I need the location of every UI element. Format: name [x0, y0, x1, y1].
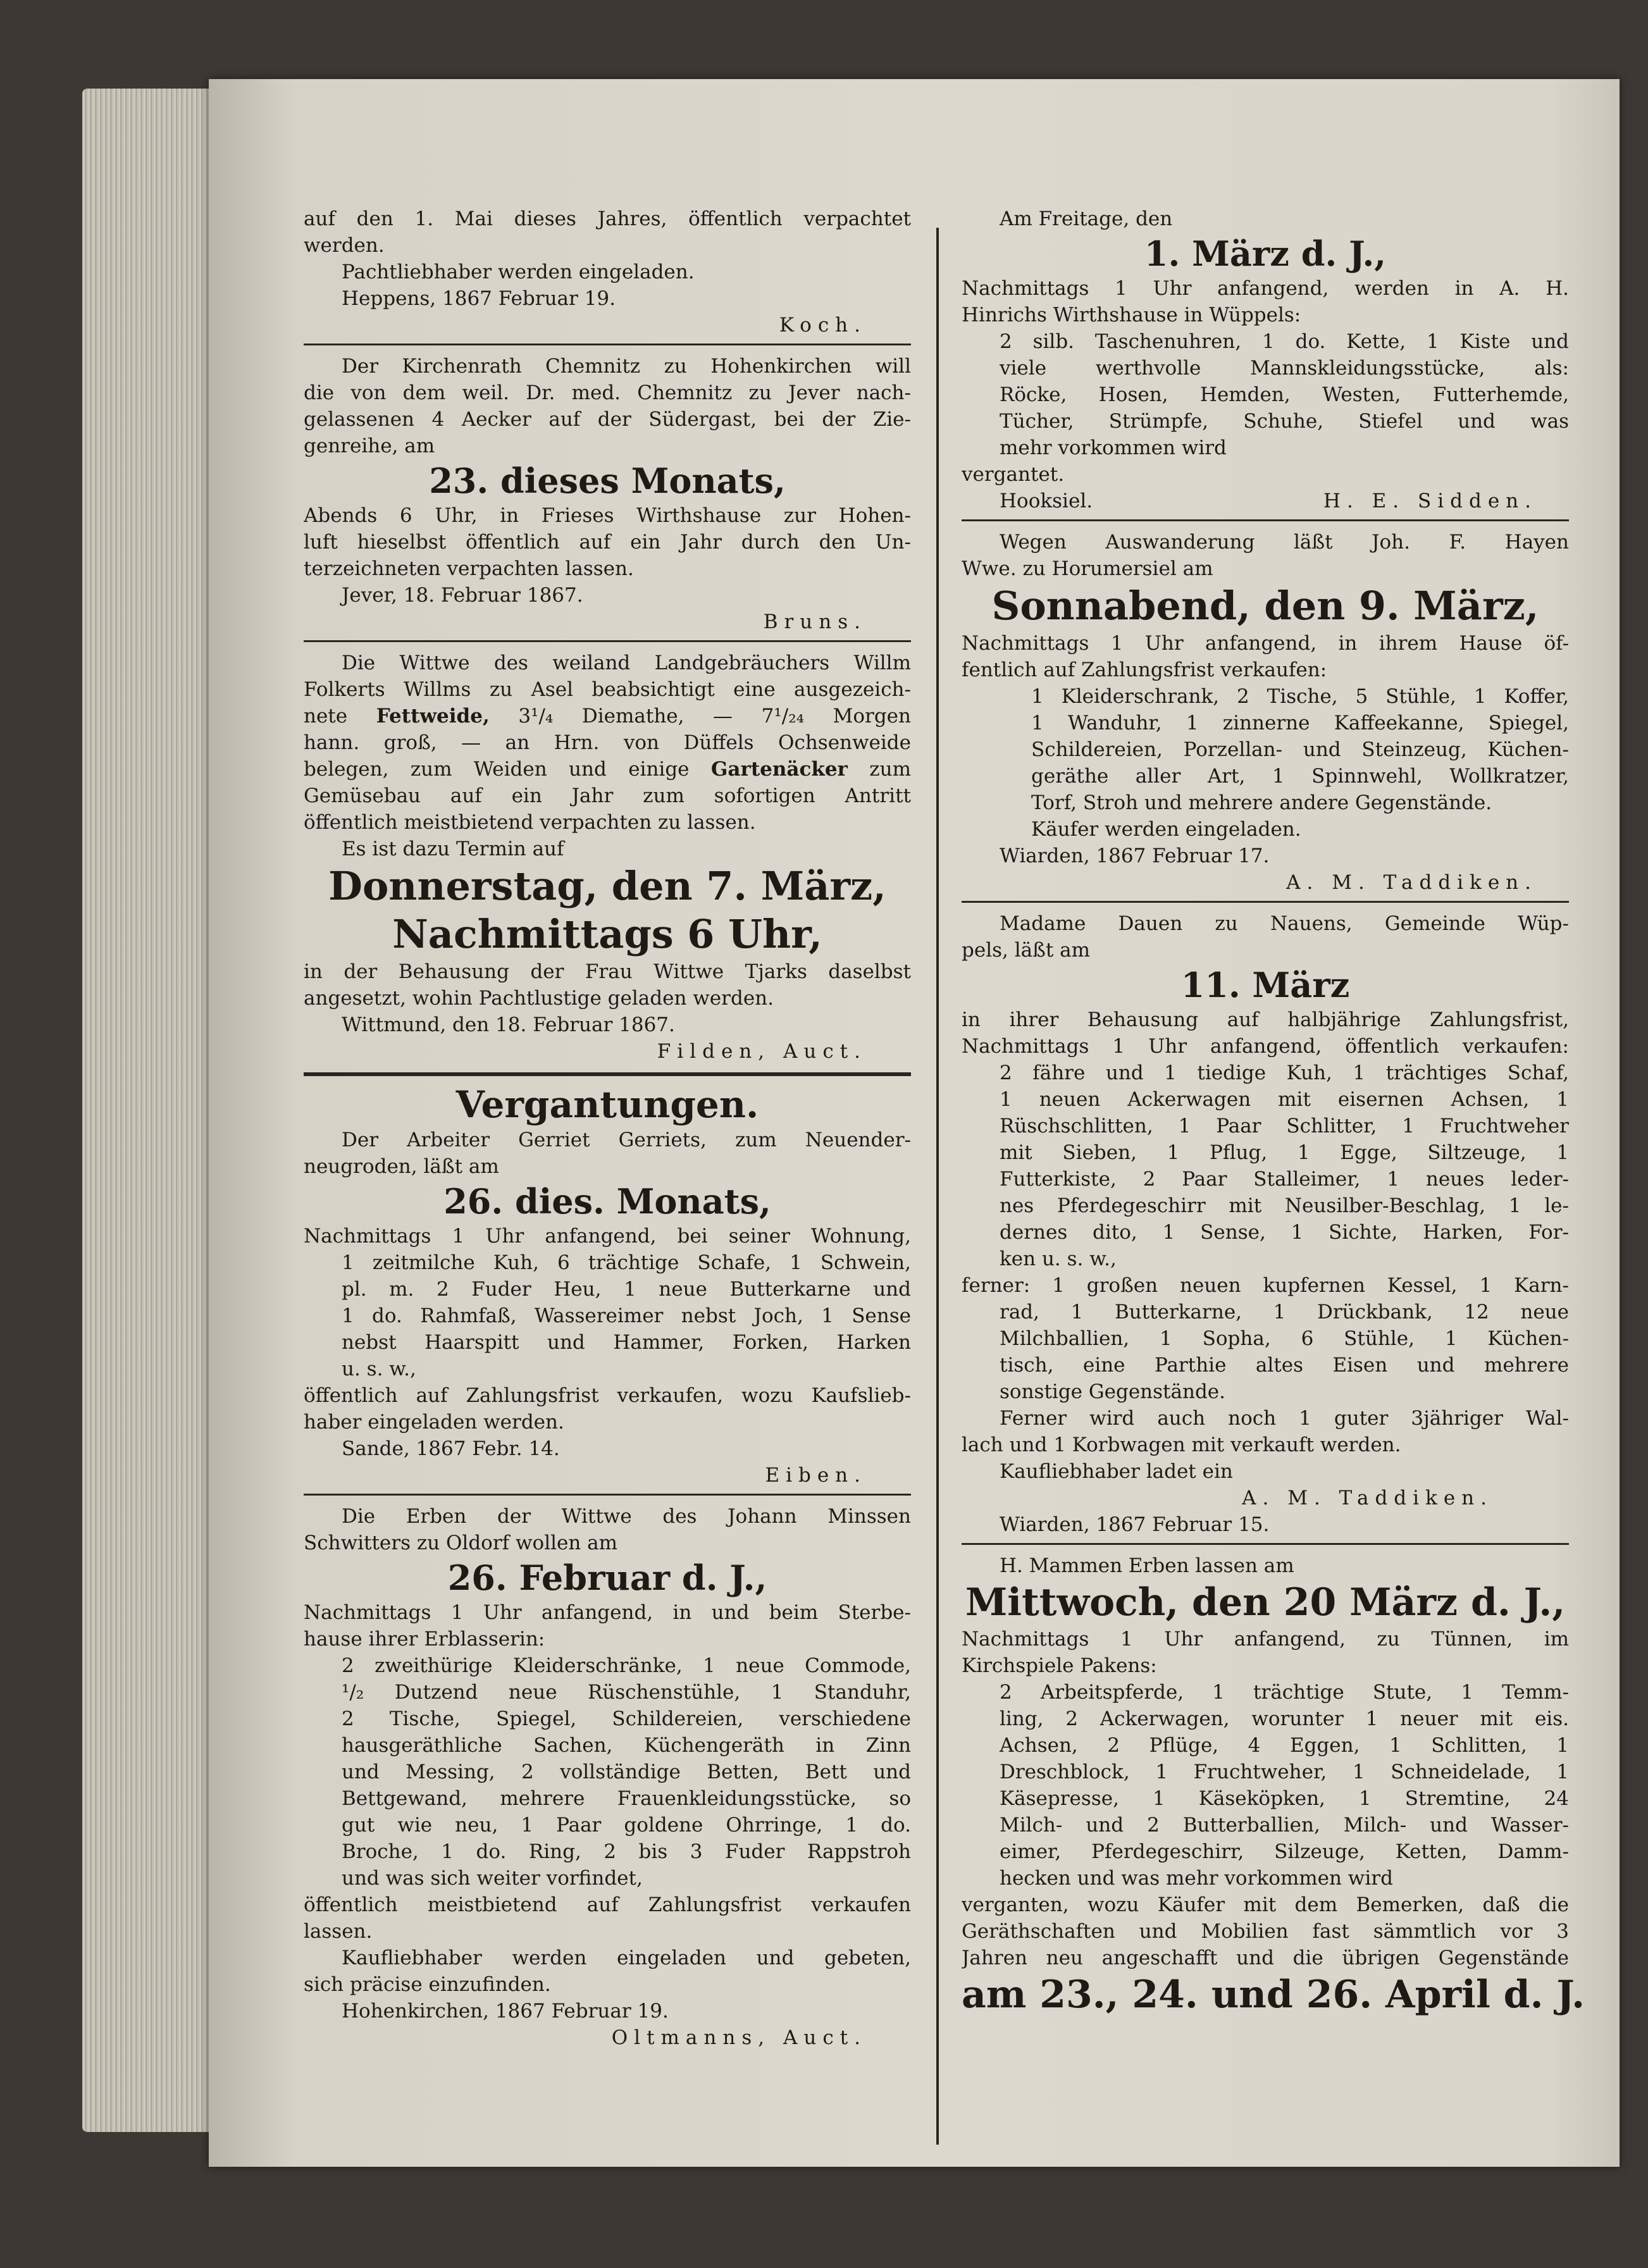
text-line: und was sich weiter vorfindet, [342, 1867, 643, 1890]
auction-date: Sonnabend, den 9. März, [991, 583, 1539, 629]
text-line: Die Erben der Wittwe des Johann Minssen [342, 1505, 911, 1528]
text-line: Röcke, Hosen, Hemden, Westen, Futterhemde, [1000, 383, 1569, 406]
text-line: die von dem weil. Dr. med. Chemnitz zu Jever nach- [304, 381, 911, 404]
text-line: Broche, 1 do. Ring, 2 bis 3 Fuder Rappstroh [342, 1840, 911, 1863]
text-line: 2 zweithürige Kleiderschränke, 1 neue Commode, [342, 1654, 911, 1677]
auction-date: 23. dieses Monats, [429, 461, 786, 501]
text-line: 2 fähre und 1 tiedige Kuh, 1 trächtiges Schaf, [1000, 1062, 1569, 1084]
column-divider [936, 228, 939, 2145]
dateline: Wiarden, 1867 Februar 17. [1000, 845, 1270, 867]
dateline: Sande, 1867 Febr. 14. [342, 1437, 560, 1460]
text-line: fentlich auf Zahlungsfrist verkaufen: [962, 659, 1327, 681]
text-line: sonstige Gegenstände. [1000, 1380, 1225, 1403]
text-fragment: 3¹/₄ Diemathe, — 7¹/₂₄ Morgen [518, 705, 911, 728]
text-line: Käsepresse, 1 Käseköpken, 1 Stremtine, 24 [1000, 1787, 1569, 1810]
place-name: Hooksiel. [1000, 490, 1093, 512]
text-line: öffentlich meistbietend verpachten zu lassen. [304, 811, 756, 834]
text-line: 1 do. Rahmfaß, Wassereimer nebst Joch, 1 Sense [342, 1304, 911, 1327]
left-column [304, 206, 911, 2051]
text-line: Nachmittags 1 Uhr anfangend, in ihrem Hause öf- [962, 632, 1569, 655]
text-line: gut wie neu, 1 Paar goldene Ohrringe, 1 do. [342, 1814, 911, 1837]
text-line: Achsen, 2 Pflüge, 4 Eggen, 1 Schlitten, 1 [1000, 1734, 1569, 1757]
text-line: Schildereien, Porzellan- und Steinzeug, Küchen- [1031, 738, 1569, 761]
ad-auction-oldorf [304, 1503, 911, 2051]
signature: Filden, Auct. [657, 1040, 867, 1063]
text-line: Wegen Auswanderung läßt Joh. F. Hayen [1000, 531, 1569, 554]
text-line: auf den 1. Mai dieses Jahres, öffentlich verpachtet [304, 208, 911, 230]
auction-date: 26. Februar d. J., [447, 1558, 767, 1598]
ad-separator [304, 640, 911, 642]
text-line: Nachmittags 1 Uhr anfangend, bei seiner Wohnung, [304, 1225, 911, 1248]
text-line: lassen. [304, 1920, 373, 1943]
text-line: öffentlich auf Zahlungsfrist verkaufen, wozu Kaufslieb- [304, 1384, 911, 1407]
ad-auction-tuennen [962, 1552, 1585, 2018]
text-line: vergantet. [962, 463, 1065, 486]
text-line: hecken und was mehr vorkommen wird [1000, 1867, 1393, 1890]
text-line: Tücher, Strümpfe, Schuhe, Stiefel und was [1000, 410, 1569, 433]
text-line: H. Mammen Erben lassen am [1000, 1554, 1294, 1577]
text-line: ¹/₂ Dutzend neue Rüschenstühle, 1 Standuhr, [342, 1681, 911, 1704]
text-line: Kaufliebhaber werden eingeladen und gebeten, [342, 1947, 911, 1969]
text-line: Am Freitage, den [1000, 208, 1173, 230]
text-line: Schwitters zu Oldorf wollen am [304, 1532, 618, 1554]
text-line: Hinrichs Wirthshause in Wüppels: [962, 304, 1301, 326]
ad-auction-nauens [962, 910, 1569, 1538]
text-line: gelassenen 4 Aecker auf der Südergast, bei der Zie- [304, 408, 911, 431]
auction-date: Mittwoch, den 20 März d. J., [965, 1580, 1566, 1625]
ad-separator [304, 1494, 911, 1496]
text-line: 1 Wanduhr, 1 zinnerne Kaffeekanne, Spiegel, [1031, 712, 1569, 734]
signature: H. E. Sidden. [1323, 490, 1537, 512]
ad-auction-horumersiel [962, 529, 1569, 896]
text-line: Der Arbeiter Gerriet Gerriets, zum Neuender- [342, 1129, 911, 1151]
text-line: ling, 2 Ackerwagen, worunter 1 neuer mit eis. [1000, 1707, 1569, 1730]
text-line: Dreschblock, 1 Fruchtweher, 1 Schneidelade, 1 [1000, 1761, 1569, 1783]
signature-line [962, 488, 1569, 514]
text-line: pels, läßt am [962, 939, 1091, 962]
newspaper-page [209, 79, 1620, 2167]
text-line: Madame Dauen zu Nauens, Gemeinde Wüp- [1000, 912, 1569, 935]
text-line: hann. groß, — an Hrn. von Düffels Ochsenweide [304, 731, 911, 754]
text-line: Milch- und 2 Butterballien, Milch- und Wasser- [1000, 1814, 1569, 1837]
text-line: Kaufliebhaber ladet ein [1000, 1460, 1233, 1483]
text-fragment: nete [304, 705, 348, 728]
dateline: Wittmund, den 18. Februar 1867. [342, 1013, 675, 1036]
text-line: u. s. w., [342, 1358, 416, 1380]
text-line: Gemüsebau auf ein Jahr zum sofortigen Antritt [304, 784, 911, 807]
section-heading: Vergantungen. [455, 1083, 759, 1126]
text-line: nebst Haarspitt und Hammer, Forken, Harken [342, 1331, 911, 1354]
ad-separator [304, 344, 911, 345]
book-page-edges [82, 89, 221, 2132]
text-line: terzeichneten verpachten lassen. [304, 557, 634, 580]
text-line: ferner: 1 großen neuen kupfernen Kessel, 1 Karn- [962, 1274, 1569, 1297]
dateline: Wiarden, 1867 Februar 15. [1000, 1513, 1270, 1536]
text-line: und Messing, 2 vollständige Betten, Bett und [342, 1761, 911, 1783]
section-separator [304, 1072, 911, 1076]
text-line: Milchballien, 1 Sopha, 6 Stühle, 1 Küchen- [1000, 1327, 1569, 1350]
auction-date: 1. März d. J., [1144, 233, 1387, 274]
text-line: Nachmittags 1 Uhr anfangend, zu Tünnen, im [962, 1628, 1569, 1651]
text-fragment: zum [869, 758, 911, 781]
text-line: Ferner wird auch noch 1 guter 3jähriger Wal- [1000, 1407, 1569, 1430]
text-line: dernes dito, 1 Sense, 1 Sichte, Harken, For- [1000, 1221, 1569, 1244]
ad-lease-jever [304, 353, 911, 635]
text-line: in ihrer Behausung auf halbjährige Zahlungsfrist, [962, 1008, 1569, 1031]
text-line: Käufer werden eingeladen. [1031, 818, 1301, 841]
text-line: verganten, wozu Käufer mit dem Bemerken, daß die [962, 1893, 1569, 1916]
ad-separator [962, 519, 1569, 521]
ad-separator [962, 901, 1569, 903]
text-line: viele werthvolle Mannskleidungsstücke, als: [1000, 357, 1569, 380]
auction-date: am 23., 24. und 26. April d. J. [962, 1973, 1585, 2017]
text-line: mit Sieben, 1 Pflug, 1 Egge, Siltzeuge, 1 [1000, 1141, 1569, 1164]
text-line: nes Pferdegeschirr mit Neusilber-Beschlag, 1 le- [1000, 1194, 1569, 1217]
emphasis-gartenaecker: Gartenäcker [710, 758, 848, 781]
text-line: haber eingeladen werden. [304, 1411, 564, 1434]
text-line: Futterkiste, 2 Paar Stalleimer, 1 neues leder- [1000, 1168, 1569, 1191]
signature: A. M. Taddiken. [1286, 871, 1537, 894]
text-line: Jahren neu angeschafft und die übrigen Gegenstände [962, 1947, 1569, 1969]
text-line: angesetzt, wohin Pachtlustige geladen werden. [304, 987, 774, 1010]
text-line: Pachtliebhaber werden eingeladen. [342, 261, 695, 283]
text-line: rad, 1 Butterkarne, 1 Drückbank, 12 neue [1000, 1301, 1569, 1323]
auction-date: 11. März [1180, 965, 1350, 1005]
signature: Koch. [779, 314, 867, 337]
signature: Oltmanns, Auct. [611, 2026, 867, 2049]
text-line: Die Wittwe des weiland Landgebräuchers Willm [342, 652, 911, 674]
text-line: lach und 1 Korbwagen mit verkauft werden. [962, 1434, 1401, 1456]
dateline: Heppens, 1867 Februar 19. [342, 287, 616, 310]
text-line: 2 silb. Taschenuhren, 1 do. Kette, 1 Kiste und [1000, 330, 1569, 353]
ad-lease-heppens [304, 206, 911, 338]
text-line: Nachmittags 1 Uhr anfangend, in und beim Sterbe- [304, 1601, 911, 1624]
text-line: genreihe, am [304, 435, 435, 457]
text-line [304, 703, 911, 729]
text-line: sich präcise einzufinden. [304, 1973, 551, 1996]
ad-separator [962, 1543, 1569, 1545]
right-column [962, 206, 1585, 2018]
text-line: pl. m. 2 Fuder Heu, 1 neue Butterkarne und [342, 1278, 911, 1301]
text-line: Geräthschaften und Mobilien fast sämmtlich vor 3 [962, 1920, 1569, 1943]
signature: A. M. Taddiken. [1242, 1487, 1493, 1509]
signature: Bruns. [763, 610, 867, 633]
emphasis-fettweide: Fettweide, [376, 705, 490, 728]
ad-auction-wueppels [962, 206, 1569, 514]
text-line: 1 zeitmilche Kuh, 6 trächtige Schafe, 1 Schwein, [342, 1251, 911, 1274]
text-fragment: belegen, zum Weiden und einige [304, 758, 690, 781]
text-line: Torf, Stroh und mehrere andere Gegenstände. [1031, 791, 1492, 814]
text-line: Kirchspiele Pakens: [962, 1654, 1157, 1677]
text-line: Nachmittags 1 Uhr anfangend, werden in A. H. [962, 277, 1569, 300]
ad-lease-asel [304, 650, 911, 1065]
text-line: Es ist dazu Termin auf [342, 838, 564, 860]
text-line: Der Kirchenrath Chemnitz zu Hohenkirchen will [342, 355, 911, 378]
text-line: hausgeräthliche Sachen, Küchengeräth in Zinn [342, 1734, 911, 1757]
text-line: Wwe. zu Horumersiel am [962, 557, 1213, 580]
text-line: Nachmittags 1 Uhr anfangend, öffentlich verkaufen: [962, 1035, 1569, 1058]
signature: Eiben. [765, 1464, 867, 1487]
text-line [304, 756, 911, 783]
text-line: 1 neuen Ackerwagen mit eisernen Achsen, 1 [1000, 1088, 1569, 1111]
dateline: Hohenkirchen, 1867 Februar 19. [342, 2000, 669, 2023]
text-line: mehr vorkommen wird [1000, 437, 1227, 459]
text-line: hause ihrer Erblasserin: [304, 1628, 545, 1651]
text-line: luft hieselbst öffentlich auf ein Jahr durch den Un- [304, 531, 911, 554]
text-line: geräthe aller Art, 1 Spinnwehl, Wollkratzer, [1031, 765, 1569, 788]
text-line: Folkerts Willms zu Asel beabsichtigt eine ausgezeich- [304, 678, 911, 701]
text-line: Rüschschlitten, 1 Paar Schlitter, 1 Fruchtweher [1000, 1115, 1569, 1137]
text-line: neugroden, läßt am [304, 1155, 499, 1178]
text-line: tisch, eine Parthie altes Eisen und mehrere [1000, 1354, 1569, 1377]
text-line: öffentlich meistbietend auf Zahlungsfrist verkaufen [304, 1893, 911, 1916]
text-line: Bettgewand, mehrere Frauenkleidungsstücke, so [342, 1787, 911, 1810]
text-line: 2 Tische, Spiegel, Schildereien, verschiedene [342, 1707, 911, 1730]
text-line: Abends 6 Uhr, in Frieses Wirthshause zur Hohen- [304, 504, 911, 527]
text-line: eimer, Pferdegeschirr, Silzeuge, Ketten, Damm- [1000, 1840, 1569, 1863]
auction-date: 26. dies. Monats, [443, 1181, 771, 1222]
text-line: in der Behausung der Frau Wittwe Tjarks daselbst [304, 960, 911, 983]
text-line: werden. [304, 234, 385, 257]
auction-time: Nachmittags 6 Uhr, [392, 911, 822, 957]
auction-date: Donnerstag, den 7. März, [328, 863, 886, 909]
dateline: Jever, 18. Februar 1867. [342, 584, 583, 607]
ad-auction-neuenderneugroden [304, 1127, 911, 1489]
text-line: 1 Kleiderschrank, 2 Tische, 5 Stühle, 1 Koffer, [1031, 685, 1569, 708]
text-line: ken u. s. w., [1000, 1248, 1117, 1270]
text-line: 2 Arbeitspferde, 1 trächtige Stute, 1 Temm- [1000, 1681, 1569, 1704]
